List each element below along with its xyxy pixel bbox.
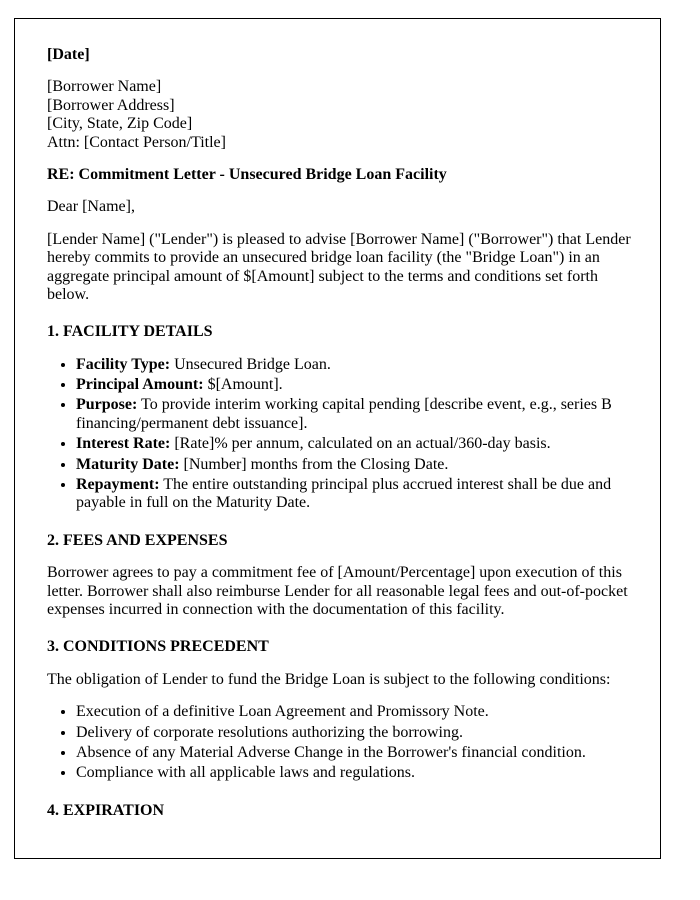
expiration-heading: 4. EXPIRATION <box>47 801 165 819</box>
bullet-label: Maturity Date: <box>76 455 180 473</box>
bullet-text: [Number] months from the Closing Date. <box>183 455 449 473</box>
subject-line: RE: Commitment Letter - Unsecured Bridge Loan Facility <box>47 165 447 183</box>
fees-expenses-paragraph: Borrower agrees to pay a commitment fee of [Amount/Percentage] upon execution of this letter. Borrower shall also reimburse Lender for all reasonable legal fees and out-of-pocket expenses incurred in connection with the documentation of this facility. <box>47 564 628 618</box>
letter-container <box>14 18 661 859</box>
recipient-city-state-zip: [City, State, Zip Code] <box>47 115 193 133</box>
bullet-label: Interest Rate: <box>76 435 171 453</box>
conditions-precedent-heading: 3. CONDITIONS PRECEDENT <box>47 638 269 656</box>
bullet-text: The entire outstanding principal plus accrued interest shall be due and payable in full on the Maturity Date. <box>76 476 612 512</box>
salutation: Dear [Name], <box>47 198 135 216</box>
recipient-attn: Attn: [Contact Person/Title] <box>47 133 226 151</box>
condition-item: • Absence of any Material Adverse Change in the Borrower's financial condition. <box>76 744 632 762</box>
bullet-label: Principal Amount: <box>76 376 204 394</box>
intro-paragraph: [Lender Name] ("Lender") is pleased to advise [Borrower Name] ("Borrower") that Lender hereby commits to provide an unsecured bridge loan facility (the "Bridge Loan") in an aggregate principal amount of $[Amount] subject to the terms and conditions set forth below. <box>47 230 631 303</box>
condition-item: • Execution of a definitive Loan Agreement and Promissory Note. <box>76 703 632 721</box>
facility-details-list <box>47 356 632 513</box>
bullet-label: Purpose: <box>76 396 138 414</box>
condition-item: • Delivery of corporate resolutions authorizing the borrowing. <box>76 724 632 742</box>
facility-detail-item <box>76 435 632 453</box>
bullet-label: Repayment: <box>76 476 160 494</box>
facility-detail-item <box>76 396 632 433</box>
bullet-text: $[Amount]. <box>207 376 283 394</box>
bullet-text: [Rate]% per annum, calculated on an actual/360-day basis. <box>174 435 551 453</box>
facility-detail-item <box>76 376 632 394</box>
facility-detail-item <box>76 356 632 374</box>
facility-details-heading: 1. FACILITY DETAILS <box>47 323 213 341</box>
condition-item: • Compliance with all applicable laws and regulations. <box>76 764 632 782</box>
facility-detail-item <box>76 456 632 474</box>
conditions-list <box>47 703 632 783</box>
date-line: [Date] <box>47 46 90 63</box>
facility-detail-item <box>76 476 632 513</box>
conditions-precedent-paragraph: The obligation of Lender to fund the Bridge Loan is subject to the following conditions: <box>47 670 611 688</box>
bullet-label: Facility Type: <box>76 355 171 373</box>
bullet-text: To provide interim working capital pending [describe event, e.g., series B financing/permanent debt issuance]. <box>76 396 612 432</box>
recipient-name: [Borrower Name] <box>47 78 162 96</box>
recipient-address: [Borrower Address] <box>47 96 175 114</box>
bullet-text: Unsecured Bridge Loan. <box>174 355 331 373</box>
recipient-block <box>47 78 632 152</box>
fees-expenses-heading: 2. FEES AND EXPENSES <box>47 531 228 549</box>
